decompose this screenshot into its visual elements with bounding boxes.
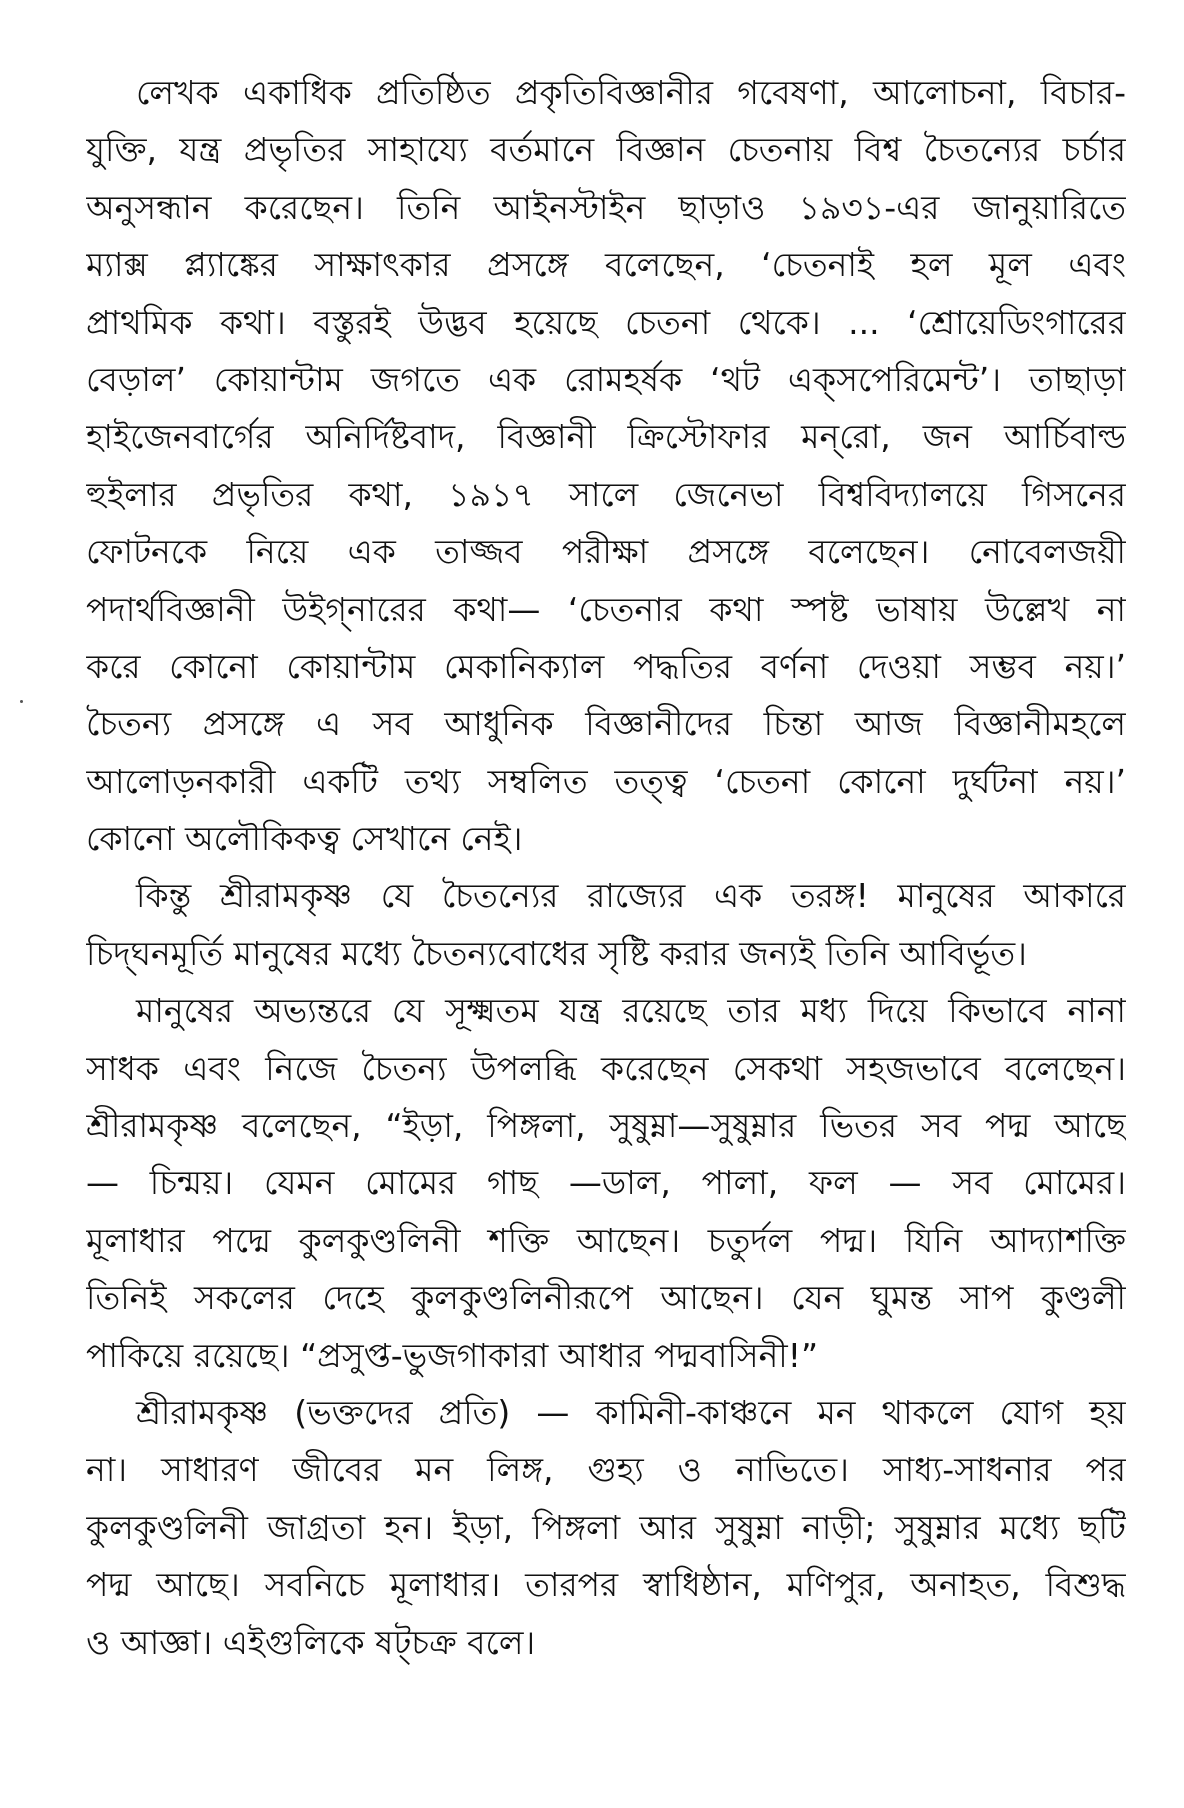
text-line: যুক্তি, যন্ত্র প্রভৃতির সাহায্যে বর্তমানে বিজ্ঞান চেতনায় বিশ্ব চৈতন্যের চর্চার	[86, 130, 1126, 170]
text-line: হুইলার প্রভৃতির কথা, ১৯১৭ সালে জেনেভা বিশ্ববিদ্যালয়ে গিসনের	[86, 474, 1126, 514]
text-line: কুলকুণ্ডলিনী জাগ্রতা হন। ইড়া, পিঙ্গলা আর সুষুম্না নাড়ী; সুষুম্নার মধ্যে ছটি	[86, 1507, 1126, 1547]
text-line: চৈতন্য প্রসঙ্গে এ সব আধুনিক বিজ্ঞানীদের চিন্তা আজ বিজ্ঞানীমহলে	[86, 704, 1126, 744]
text-line: মানুষের অভ্যন্তরে যে সূক্ষ্মতম যন্ত্র রয়েছে তার মধ্য দিয়ে কিভাবে নানা	[136, 991, 1126, 1031]
scan-speck	[20, 700, 23, 703]
text-line: শ্রীরামকৃষ্ণ (ভক্তদের প্রতি) — কামিনী-কাঞ্চনে মন থাকলে যোগ হয়	[136, 1392, 1126, 1432]
text-line: না। সাধারণ জীবের মন লিঙ্গ, গুহ্য ও নাভিতে। সাধ্য-সাধনার পর	[86, 1450, 1126, 1490]
paragraph-2	[86, 867, 1126, 982]
text-line: পাকিয়ে রয়েছে। “প্রসুপ্ত-ভুজগাকারা আধার পদ্মবাসিনী!”	[86, 1335, 819, 1375]
text-line: মূলাধার পদ্মে কুলকুণ্ডলিনী শক্তি আছেন। চতুর্দল পদ্ম। যিনি আদ্যাশক্তি	[86, 1220, 1126, 1260]
text-line: করে কোনো কোয়ান্টাম মেকানিক্যাল পদ্ধতির বর্ণনা দেওয়া সম্ভব নয়।’	[86, 646, 1126, 686]
text-line: সাধক এবং নিজে চৈতন্য উপলব্ধি করেছেন সেকথা সহজভাবে বলেছেন।	[86, 1048, 1126, 1088]
text-line: অনুসন্ধান করেছেন। তিনি আইনস্টাইন ছাড়াও ১৯৩১-এর জানুয়ারিতে	[86, 187, 1126, 227]
text-line: ফোটনকে নিয়ে এক তাজ্জব পরীক্ষা প্রসঙ্গে বলেছেন। নোবেলজয়ী	[86, 532, 1126, 572]
text-line: কিন্তু শ্রীরামকৃষ্ণ যে চৈতন্যের রাজ্যের এক তরঙ্গ! মানুষের আকারে	[136, 876, 1126, 916]
text-line: পদ্ম আছে। সবনিচে মূলাধার। তারপর স্বাধিষ্ঠান, মণিপুর, অনাহত, বিশুদ্ধ	[86, 1565, 1126, 1605]
text-line: চিদ্‌ঘনমূর্তি মানুষের মধ্যে চৈতন্যবোধের সৃষ্টি করার জন্যই তিনি আবির্ভূত।	[86, 933, 1027, 973]
text-line: পদার্থবিজ্ঞানী উইগ্‌নারের কথা— ‘চেতনার কথা স্পষ্ট ভাষায় উল্লেখ না	[86, 589, 1126, 629]
text-line: বেড়াল’ কোয়ান্টাম জগতে এক রোমহর্ষক ‘থট এক্‌সপেরিমেন্ট’। তাছাড়া	[86, 359, 1126, 399]
text-line: প্রাথমিক কথা। বস্তুরই উদ্ভব হয়েছে চেতনা থেকে। ... ‘শ্রোয়েডিংগারের	[86, 302, 1126, 342]
text-line: শ্রীরামকৃষ্ণ বলেছেন, “ইড়া, পিঙ্গলা, সুষুম্না—সুষুম্নার ভিতর সব পদ্ম আছে	[86, 1106, 1126, 1146]
text-line: লেখক একাধিক প্রতিষ্ঠিত প্রকৃতিবিজ্ঞানীর গবেষণা, আলোচনা, বিচার-	[136, 73, 1126, 112]
text-line: কোনো অলৌকিকত্ব সেখানে নেই।	[86, 819, 523, 859]
paragraph-1	[86, 64, 1126, 867]
text-line: হাইজেনবার্গের অনির্দিষ্টবাদ, বিজ্ঞানী ক্রিস্টোফার মন্‌রো, জন আর্চিবাল্ড	[86, 417, 1126, 457]
text-line: ম্যাক্স প্ল্যাঙ্কের সাক্ষাৎকার প্রসঙ্গে বলেছেন, ‘চেতনাই হল মূল এবং	[86, 245, 1126, 285]
text-line: আলোড়নকারী একটি তথ্য সম্বলিত তত্ত্ব ‘চেতনা কোনো দুর্ঘটনা নয়।’	[86, 761, 1126, 801]
text-line: তিনিই সকলের দেহে কুলকুণ্ডলিনীরূপে আছেন। যেন ঘুমন্ত সাপ কুণ্ডলী	[86, 1278, 1126, 1318]
paragraph-3	[86, 982, 1126, 1384]
text-line: — চিন্ময়। যেমন মোমের গাছ —ডাল, পালা, ফল — সব মোমের।	[86, 1163, 1126, 1203]
text-line: ও আজ্ঞা। এইগুলিকে ষট্‌চক্র বলে।	[86, 1622, 536, 1662]
document-page	[86, 64, 1126, 1671]
paragraph-4	[86, 1384, 1126, 1671]
